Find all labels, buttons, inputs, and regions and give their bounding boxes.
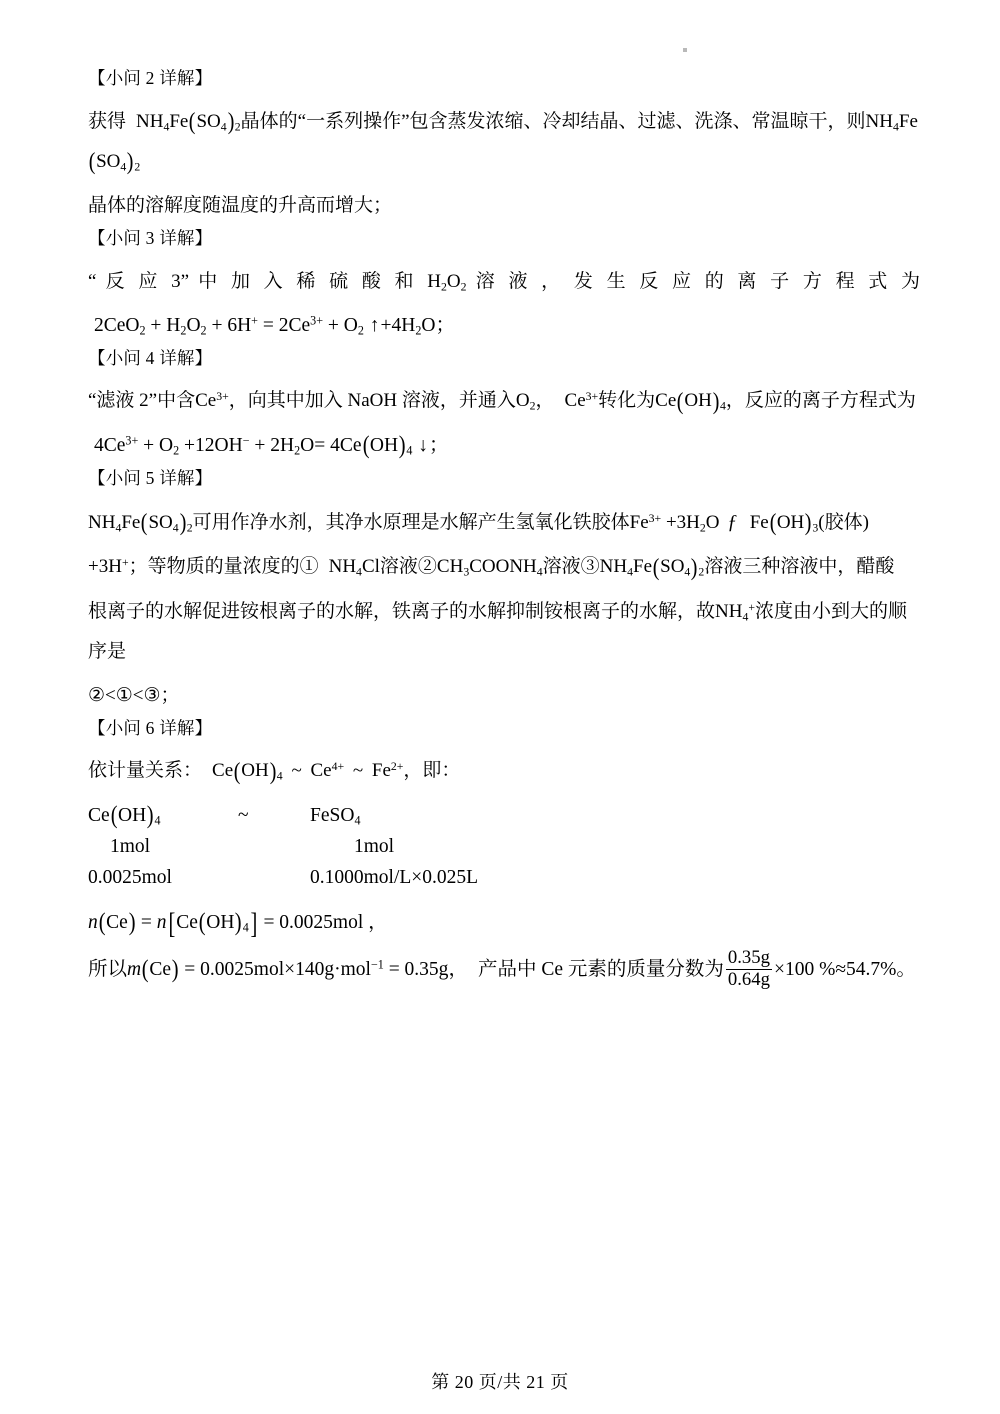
q2-formula-ammonium-iron-sulfate-2: $NH_4Fe(SO_4)_2$ — [88, 110, 918, 176]
q5-hydrolysis-equation: $Fe^{3+} +3H_2O$ ƒ $Fe(OH)_3$(胶体) — [629, 509, 869, 537]
q6-mole-equation: $n(Ce) = n[Ce(OH)_4] = 0.0025mol$ ， — [88, 907, 388, 940]
q4-line1-text-d: 转化为 — [598, 390, 656, 412]
q4-ion-cerium-3plus-2: $Ce^{3+}$ — [564, 390, 599, 412]
q5-paragraph-line1 — [88, 502, 920, 543]
q5-line2-text-f: 溶液三种溶液中，醋酸 — [704, 556, 895, 578]
q5-ion-ammonium: $NH_4^+$ — [715, 600, 755, 623]
q5-formula-ammonium-iron-sulfate-1: $NH_4Fe(SO_4)_2$ — [88, 509, 193, 537]
q6-paragraph-relation — [88, 751, 920, 791]
q3-paragraph-line1 — [88, 262, 920, 302]
q6-mass-expression: m(Ce) = 0.0025mol×140g·mol$^{-1}$ = 0.35g — [127, 956, 449, 984]
q4-line1-text-b: ，向其中加入 NaOH 溶液，并通入 — [228, 390, 516, 412]
q6-final-text-b: ， — [448, 958, 468, 980]
q5-paragraph-line3 — [88, 592, 920, 672]
q5-line3-text-b: 浓度由小到大的顺序是 — [88, 600, 908, 662]
q3-line1-text-b: 溶 液 ， 发 生 反 应 的 离 子 方 程 式 为 — [475, 270, 920, 292]
q5-line1-text-a: 可用作净水剂，其净水原理是水解产生氢氧化铁胶体 — [192, 511, 630, 533]
stoich-row — [88, 862, 920, 893]
q3-ionic-equation: $2CeO_2 + H_2O_2 + 6H^+ = 2Ce^{3+} + O_2$ $↑+4H_2O$； — [94, 313, 456, 338]
q4-ionic-equation: $4Ce^{3+} + O_2 +12OH^- + 2H_2O= 4Ce(OH)_4$ ↓； — [94, 432, 449, 460]
fraction-denominator: 0.64g — [727, 968, 770, 990]
q4-line1-text-a: “滤液 2”中含 — [88, 390, 196, 412]
q5-line2-text-e: 溶液③ — [542, 556, 600, 578]
q4-paragraph-line1 — [88, 381, 920, 421]
q3-heading: 【小问 3 详解】 — [88, 228, 213, 249]
q5-formula-ammonium-iron-sulfate-2: $NH_4Fe(SO_4)_2$ — [599, 553, 705, 581]
q4-line1-text-c: ， — [535, 390, 555, 412]
stoich-species-left: $Ce(OH)_4$ — [88, 802, 161, 829]
mass-fraction-fraction — [724, 948, 774, 991]
q6-line1-text-a: 依计量关系： — [88, 760, 203, 782]
q6-stoichiometric-relation: $Ce(OH)_4$ ~ $Ce^{4+}$ ~ $Fe^{2+}$ — [212, 757, 404, 785]
q6-final-text-d: ×100 %≈54.7%。 — [773, 958, 916, 980]
q3-formula-hydrogen-peroxide: $H_2O_2$ — [427, 270, 467, 294]
q6-line1-text-b: ，即： — [403, 760, 461, 782]
q6-stoichiometry-table — [88, 800, 920, 893]
page-footer: 第 20 页/共 21 页 — [431, 1372, 569, 1392]
q4-formula-oxygen: $O_2$ — [515, 390, 536, 413]
fraction-numerator: 0.35g — [727, 946, 770, 968]
q2-formula-ammonium-iron-sulfate-1: $NH_4Fe(SO_4)_2$ — [136, 107, 241, 135]
q5-proton-term: +3H+ — [88, 556, 129, 578]
q6-final-text-a: 所以 — [88, 958, 128, 980]
q2-heading: 【小问 2 详解】 — [88, 68, 213, 88]
q5-paragraph-line4-order: ②<①<③； — [88, 684, 180, 706]
q5-line2-text-b: ；等物质的量浓度的① — [128, 556, 319, 578]
stoich-tilde: ~ — [238, 804, 249, 826]
q6-final-text-c: 产品中 Ce 元素的质量分数为 — [477, 958, 724, 980]
q5-paragraph-line2 — [88, 547, 920, 587]
q3-line1-text-a: “ 反 应 3” 中 加 入 稀 硫 酸 和 — [88, 270, 419, 292]
q2-paragraph-line1 — [88, 102, 920, 183]
stoich-amount-right-ref: 1mol — [354, 836, 395, 857]
q2-line1-text-b: 晶体的“一系列操作”包含蒸发浓缩、冷却结晶、过滤、洗涤、常温晾干，则 — [240, 110, 866, 132]
q4-heading: 【小问 4 详解】 — [88, 347, 213, 368]
q5-line3-text-a: 根离子的水解促进铵根离子的水解，铁离子的水解抑制铵根离子的水解，故 — [88, 600, 716, 622]
q5-formula-ammonium-chloride: $NH_4Cl$ — [328, 556, 380, 579]
q4-formula-cerium-hydroxide: $Ce(OH)_4$ — [655, 387, 726, 415]
stoich-amount-left-value: 0.0025mol — [88, 867, 172, 888]
stoich-row — [88, 831, 920, 862]
stoich-species-right: FeSO$_4$ — [310, 804, 361, 827]
q2-line1-text-a: 获得 — [88, 110, 127, 132]
stoich-amount-left-ref: 1mol — [110, 836, 151, 857]
q5-formula-ammonium-acetate: $CH_3COONH_4$ — [436, 556, 543, 579]
q6-final-calculation — [88, 948, 920, 991]
stoich-row — [88, 800, 920, 831]
q4-ion-cerium-3plus-1: $Ce^{3+}$ — [195, 390, 229, 412]
q5-heading: 【小问 5 详解】 — [88, 468, 213, 489]
scan-speck-artifact — [683, 48, 687, 52]
q2-paragraph-line2: 晶体的溶解度随温度的升高而增大； — [88, 195, 393, 217]
page-content — [88, 70, 920, 995]
stoich-amount-right-value: 0.1000mol/L×0.025L — [310, 867, 479, 888]
q6-heading: 【小问 6 详解】 — [88, 717, 213, 738]
equilibrium-arrow-glyph: ƒ — [727, 510, 738, 533]
q5-line2-text-d: 溶液② — [379, 556, 437, 578]
q3-line1-spread — [88, 262, 920, 302]
q4-line1-text-e: ，反应的离子方程式为 — [725, 390, 916, 412]
